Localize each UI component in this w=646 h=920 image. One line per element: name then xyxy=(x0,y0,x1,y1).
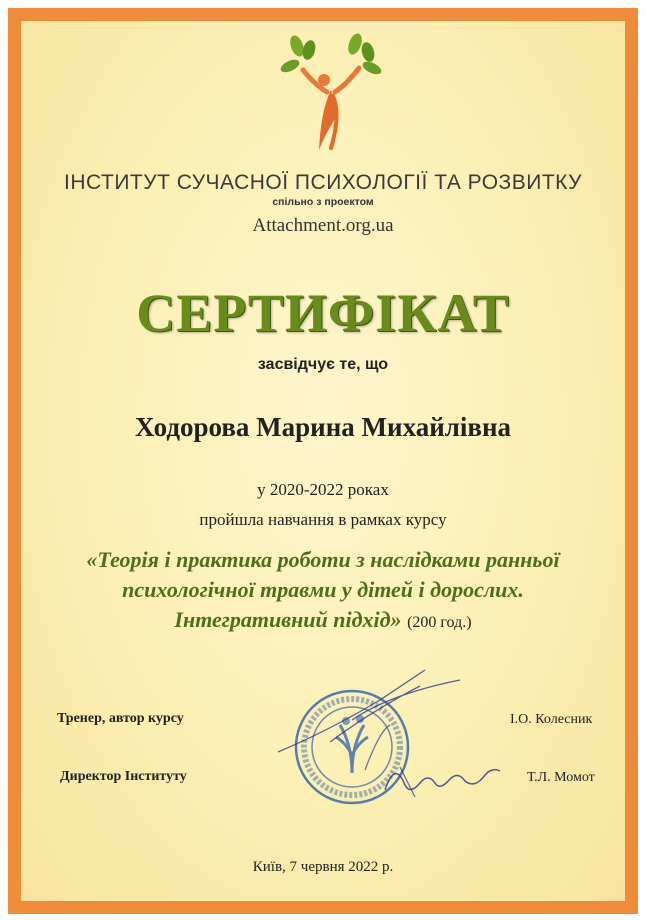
director-role-label: Директор Інституту xyxy=(60,769,187,784)
tree-figure-logo-icon xyxy=(275,30,385,155)
certificate-title: СЕРТИФІКАТ xyxy=(136,283,510,343)
course-title xyxy=(0,545,646,638)
trainer-role-label: Тренер, автор курсу xyxy=(57,711,184,726)
completed-text: пройшла навчання в рамках курсу xyxy=(199,510,447,529)
director-name: Т.Л. Момот xyxy=(527,770,595,785)
institute-name: ІНСТИТУТ СУЧАСНОЇ ПСИХОЛОГІЇ ТА РОЗВИТКУ xyxy=(64,171,582,194)
joint-project-label: спільно з проектом xyxy=(272,196,374,208)
place-date: Київ, 7 червня 2022 р. xyxy=(252,859,394,875)
course-title-line-3 xyxy=(0,605,646,638)
study-years: у 2020-2022 роках xyxy=(257,480,389,499)
project-site: Attachment.org.ua xyxy=(252,215,394,236)
course-title-line-1: «Теорія і практика роботи з наслідками ранньої xyxy=(86,547,560,572)
course-hours: (200 год.) xyxy=(407,614,472,631)
course-title-line-2: психологічної травми у дітей і дорослих. xyxy=(122,577,524,602)
course-title-line-3-text: Інтегративний підхід» xyxy=(174,607,402,632)
recipient-name: Ходорова Марина Михайлівна xyxy=(134,412,512,442)
certifies-text: засвідчує те, що xyxy=(257,356,389,373)
handwritten-signature-2 xyxy=(380,755,510,805)
trainer-name: І.О. Колесник xyxy=(510,712,593,727)
